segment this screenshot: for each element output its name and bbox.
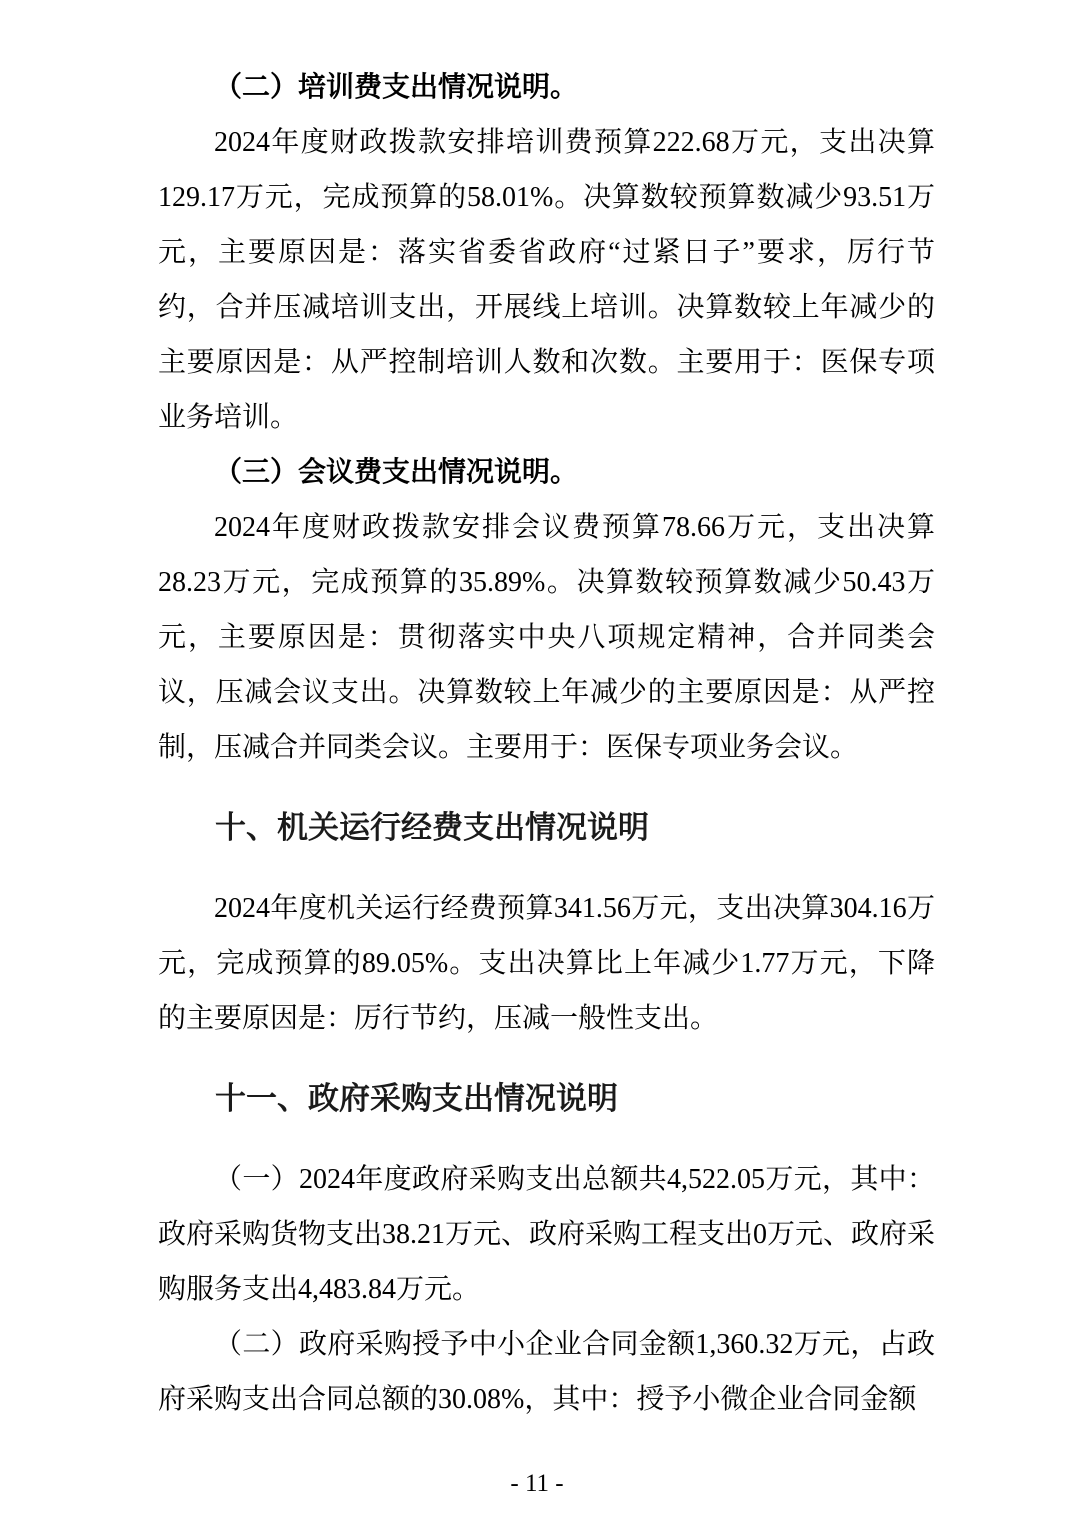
paragraph-procurement-total: （一）2024年度政府采购支出总额共4,522.05万元，其中：政府采购货物支出38.21万元、政府采购工程支出0万元、政府采购服务支出4,483.84万元。 <box>158 1164 936 1305</box>
paragraph-meeting-fee: 2024年度财政拨款安排会议费预算78.66万元，支出决算28.23万元，完成预算的35.89%。决算数较预算数减少50.43万元，主要原因是：贯彻落实中央八项规定精神，合并同类会议，压减会议支出。决算数较上年减少的主要原因是：从严控制，压减合并同类会议。主要用于：医保专项业务会议。 <box>158 512 935 763</box>
paragraph-training-fee: 2024年度财政拨款安排培训费预算222.68万元，支出决算129.17万元，完成预算的58.01%。决算数较预算数减少93.51万元，主要原因是：落实省委省政府“过紧日子”要求，厉行节约，合并压减培训支出，开展线上培训。决算数较上年减少的主要原因是：从严控制培训人数和次数。主要用于：医保专项业务培训。 <box>158 127 935 433</box>
section-heading-training-fee: （二）培训费支出情况说明。 <box>214 72 579 103</box>
page-number: - 11 - <box>510 1470 564 1497</box>
section-heading-meeting-fee: （三）会议费支出情况说明。 <box>214 457 579 488</box>
paragraph-procurement-sme-contracts: （二）政府采购授予中小企业合同金额1,360.32万元，占政府采购支出合同总额的30.08%，其中：授予小微企业合同金额 <box>158 1329 935 1415</box>
document-content <box>158 60 935 1427</box>
section-heading-government-procurement: 十一、政府采购支出情况说明 <box>215 1081 618 1116</box>
paragraph-agency-operating-expense: 2024年度机关运行经费预算341.56万元，支出决算304.16万元，完成预算的89.05%。支出决算比上年减少1.77万元，下降的主要原因是：厉行节约，压减一般性支出。 <box>158 893 935 1034</box>
section-heading-agency-operating-expense: 十、机关运行经费支出情况说明 <box>215 810 649 845</box>
